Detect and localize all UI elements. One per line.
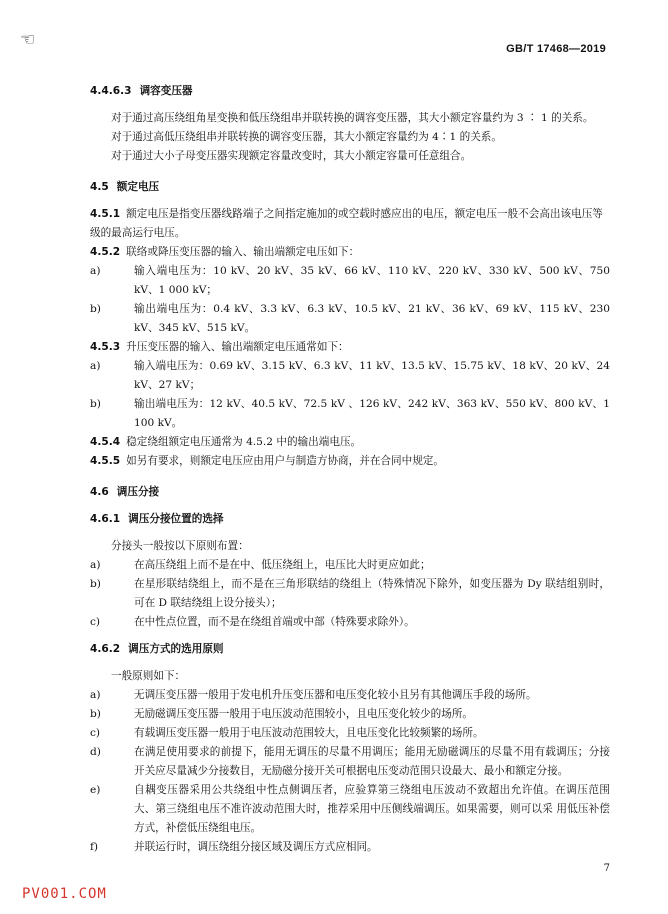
item-label: c) [90, 727, 101, 739]
item-text: 输出端电压为：12 kV、40.5 kV、72.5 kV 、126 kV、242 kV、363 kV、550 kV、800 kV、1 100 kV。 [134, 398, 610, 429]
list-item [90, 705, 610, 724]
list-item [90, 357, 610, 395]
section-title: 调压分接位置的选择 [128, 513, 224, 525]
list-item [90, 743, 610, 781]
item-text: 在满足使用要求的前提下，能用无调压的尽量不用调压；能用无励磁调压的尽量不用有载调压；分接开关应尽量减少分接数目，无励磁分接开关可根据电压变动范围只设最大、最小和额定分接。 [134, 746, 610, 777]
list-item [90, 686, 610, 705]
clause-4-5-5 [90, 452, 610, 471]
item-label: a) [90, 360, 101, 372]
paragraph: 对于通过高低压绕组串并联转换的调容变压器，其大小额定容量约为 4∶1 的关系。 [111, 131, 502, 143]
clause-text: 额定电压是指变压器线路端子之间指定施加的或空载时感应出的电压，额定电压一般不会高出该电压等级的最高运行电压。 [90, 208, 603, 239]
list-item [90, 300, 610, 338]
item-text: 无励磁调压变压器一般用于电压波动范围较小，且电压变化较少的场所。 [134, 708, 473, 720]
section-4-6-1-heading [90, 510, 610, 529]
paragraph: 一般原则如下： [111, 670, 186, 682]
clause-text: 升压变压器的输入、输出端额定电压通常如下： [126, 341, 349, 353]
list-item [90, 781, 610, 838]
item-label: d) [90, 746, 101, 758]
section-number: 4.4.6.3 [90, 85, 132, 97]
section-number: 4.6.1 [90, 513, 121, 525]
item-label: a) [90, 559, 101, 571]
section-number: 4.6.2 [90, 643, 121, 655]
list-item [90, 724, 610, 743]
watermark-logo[interactable]: PV001.COM [22, 886, 107, 902]
clause-text: 如另有要求，则额定电压应由用户与制造方协商，并在合同中规定。 [126, 455, 444, 467]
item-label: c) [90, 616, 101, 628]
section-title: 调压方式的选用原则 [128, 643, 224, 655]
item-label: b) [90, 708, 101, 720]
clause-number: 4.5.5 [90, 455, 121, 467]
paragraph: 对于通过大小子母变压器实现额定容量改变时，其大小额定容量可任意组合。 [111, 150, 472, 162]
section-title: 调容变压器 [139, 85, 193, 97]
clause-text: 联络或降压变压器的输入、输出端额定电压如下： [126, 246, 360, 258]
clause-number: 4.5.4 [90, 436, 121, 448]
item-text: 并联运行时，调压绕组分接区域及调压方式应相同。 [134, 841, 378, 853]
section-title: 调压分接 [116, 486, 160, 498]
section-4-4-6-3-heading [90, 82, 610, 101]
clause-4-5-2 [90, 243, 610, 262]
item-label: a) [90, 265, 101, 277]
clause-4-5-3 [90, 338, 610, 357]
standard-number: GB/T 17468—2019 [506, 43, 606, 55]
list-item [90, 575, 610, 613]
list-item [90, 613, 610, 632]
paragraph: 分接头一般按以下原则布置： [111, 540, 249, 552]
list-item [90, 556, 610, 575]
clause-number: 4.5.3 [90, 341, 121, 353]
paragraph: 对于通过高压绕组角星变换和低压绕组串并联转换的调容变压器，其大小额定容量约为 3 ∶ 1 的关系。 [111, 112, 594, 124]
item-text: 有载调压变压器一般用于电压波动范围较大，且电压变化比较频繁的场所。 [134, 727, 484, 739]
page-content [90, 82, 610, 857]
section-4-6-2-heading [90, 640, 610, 659]
section-4-6-heading [90, 483, 610, 502]
list-item [90, 395, 610, 433]
item-label: b) [90, 578, 101, 590]
item-text: 自耦变压器采用公共绕组中性点侧调压者，应验算第三绕组电压波动不致超出允许值。在调压范围大、第三绕组电压不准许波动范围大时，推荐采用中压侧线端调压。如果需要，则可以采 用低压补偿方式，补偿低压绕组电压。 [134, 784, 610, 834]
clause-4-5-4 [90, 433, 610, 452]
section-title: 额定电压 [116, 181, 160, 193]
item-text: 在星形联结绕组上，而不是在三角形联结的绕组上（特殊情况下除外，如变压器为 Dy 联结组别时，可在 D 联结绕组上设分接头）； [134, 578, 610, 609]
item-label: e) [90, 784, 101, 796]
page-number: 7 [603, 863, 610, 874]
item-text: 输入端电压为：10 kV、20 kV、35 kV、66 kV、110 kV、220 kV、330 kV、500 kV、750 kV、1 000 kV； [134, 265, 610, 296]
clause-number: 4.5.1 [90, 208, 121, 220]
hand-pointer-icon: ☜ [20, 30, 36, 50]
item-text: 输出端电压为：0.4 kV、3.3 kV、6.3 kV、10.5 kV、21 kV、36 kV、69 kV、115 kV、230 kV、345 kV、515 kV。 [134, 303, 610, 334]
section-number: 4.6 [90, 486, 109, 498]
list-item [90, 262, 610, 300]
section-number: 4.5 [90, 181, 109, 193]
list-item [90, 838, 610, 857]
clause-4-5-1 [90, 205, 610, 243]
item-label: a) [90, 689, 101, 701]
clause-text: 稳定绕组额定电压通常为 4.5.2 中的输出端电压。 [126, 436, 362, 448]
item-label: b) [90, 303, 101, 315]
item-text: 输入端电压为：0.69 kV、3.15 kV、6.3 kV、11 kV、13.5 kV、15.75 kV、18 kV、20 kV、24 kV、27 kV； [134, 360, 610, 391]
item-text: 在高压绕组上而不是在中、低压绕组上，电压比大时更应如此； [134, 559, 431, 571]
clause-number: 4.5.2 [90, 246, 121, 258]
item-label: b) [90, 398, 101, 410]
item-text: 在中性点位置，而不是在绕组首端或中部（特殊要求除外）。 [134, 616, 415, 628]
item-label: f) [90, 841, 99, 853]
item-text: 无调压变压器一般用于发电机升压变压器和电压变化较小且另有其他调压手段的场所。 [134, 689, 537, 701]
section-4-5-heading [90, 178, 610, 197]
